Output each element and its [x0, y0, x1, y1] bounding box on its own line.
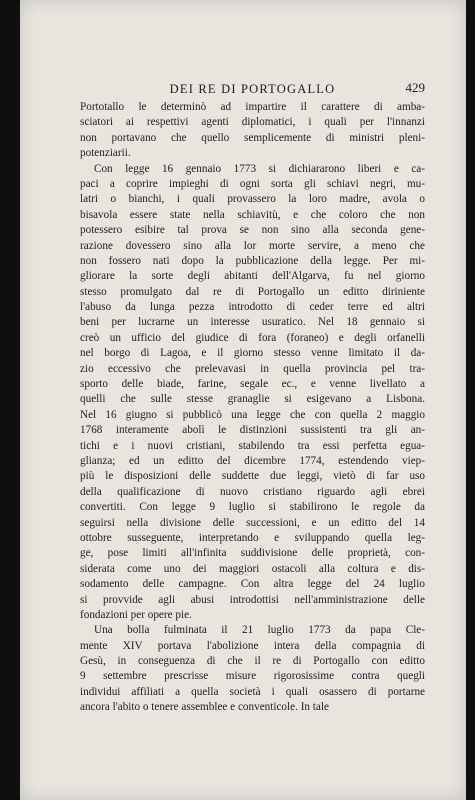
text-line: sodamento delle campagne. Con altra legge del 24 luglio [80, 578, 425, 591]
text-line: latri o bianchi, i quali provassero la loro madre, avola o [80, 193, 425, 206]
text-line: potenziarii. [80, 147, 131, 160]
text-line: 1768 interamente abolì le distinzioni sussistenti tra gli an- [80, 424, 425, 437]
text-line: potessero esibire tal prova se non sino alla seconda gene- [80, 224, 425, 237]
text-line: ancora l'abito o tenere assemblee e conventicole. In tale [80, 701, 329, 714]
text-line: seguirsi nella divisione delle successioni, e un editto del 14 [80, 516, 425, 529]
text-line: sporto delle biade, farine, segale ec., e venne livellato a [80, 378, 425, 391]
text-line: ottobre susseguente, interpretando e sviluppando quella leg- [80, 531, 425, 544]
text-line: si provvide agli abusi introdottisi nell'amministrazione delle [80, 593, 425, 606]
text-line: l'abuso da lunga pezza introdotto di ceder terre ed altri [80, 301, 425, 314]
text-line: non fossero nati dopo la pubblicazione della legge. Per mi- [80, 254, 425, 267]
text-line: nel borgo di Lagoa, e il giorno stesso venne limitato il da- [80, 347, 425, 360]
text-line: beni per lucrarne un interesse usuratico. Nel 18 gennaio si [80, 316, 425, 329]
text-line: Nel 16 giugno si pubblicò una legge che con quella 2 maggio [80, 408, 425, 421]
text-line: Portotallo le determinò ad impartire il carattere di amba- [80, 101, 425, 113]
text-line: glianza; ed un editto del dicembre 1774, estendendo viep- [80, 454, 425, 467]
text-line: individui affiliati a quella società i quali osassero di portarne [80, 685, 425, 698]
paragraph [80, 100, 425, 162]
paragraph [80, 623, 425, 715]
paragraph [80, 162, 425, 624]
text-line: siderata come uno dei maggiori ostacoli alla coltura e dis- [80, 562, 425, 575]
text-line: più le disposizioni delle suddette due leggi, vietò di far uso [80, 470, 425, 483]
text-line: Una bolla fulminata il 21 luglio 1773 da papa Cle- [94, 624, 425, 637]
book-page [20, 0, 466, 800]
running-head: DEI RE DI PORTOGALLO [169, 82, 336, 96]
body-text [80, 100, 425, 716]
text-line: quelli che sulle stesse granaglie si esigevano a Lisbona. [80, 393, 425, 406]
page-number: 429 [405, 80, 425, 95]
text-line: stesso promulgato dal re di Portogallo un editto diriniente [80, 285, 425, 298]
text-line: mente XIV portava l'abolizione intera della compagnia di [80, 639, 425, 652]
text-line: creò un ufficio del giudice di fora (foraneo) e degli orfanelli [80, 331, 425, 344]
text-line: fondazioni per opere pie. [80, 608, 192, 621]
text-line: bisavola essere state nella schiavitù, e che coloro che non [80, 208, 425, 221]
text-line: Con legge 16 gennaio 1773 si dichiararono liberi e ca- [94, 162, 425, 175]
text-line: Gesù, in conseguenza di che il re di Portogallo con editto [80, 655, 425, 668]
text-line: zio eccessivo che prelevavasi in quella provincia pel tra- [80, 362, 425, 375]
text-line: gliorare la sorte degli abitanti dell'Algarva, fu nel giorno [80, 270, 425, 283]
text-line: tichi e i nuovi cristiani, stabilendo tra essi perfetta egua- [80, 439, 425, 452]
text-line: paci a coprire impieghi di ogni sorta gli schiavi negri, mu- [80, 177, 425, 190]
text-line: non portavano che quello semplicemente di ministri pleni- [80, 131, 425, 144]
text-line: razione dovessero sino alla lor morte servire, a meno che [80, 239, 425, 252]
page-header [80, 82, 425, 100]
text-line: convertiti. Con legge 9 luglio si stabilirono le regole da [80, 501, 425, 514]
text-line: della qualificazione di nuovo cristiano riguardo agli ebrei [80, 485, 425, 498]
text-line: ge, pose limiti all'infinita suddivisione delle proprietà, con- [80, 547, 425, 560]
text-line: 9 settembre prescrisse misure rigorosissime contra quegli [80, 670, 425, 683]
text-line: sciatori ai respettivi agenti diplomatici, i quali per l'innanzi [80, 116, 425, 129]
